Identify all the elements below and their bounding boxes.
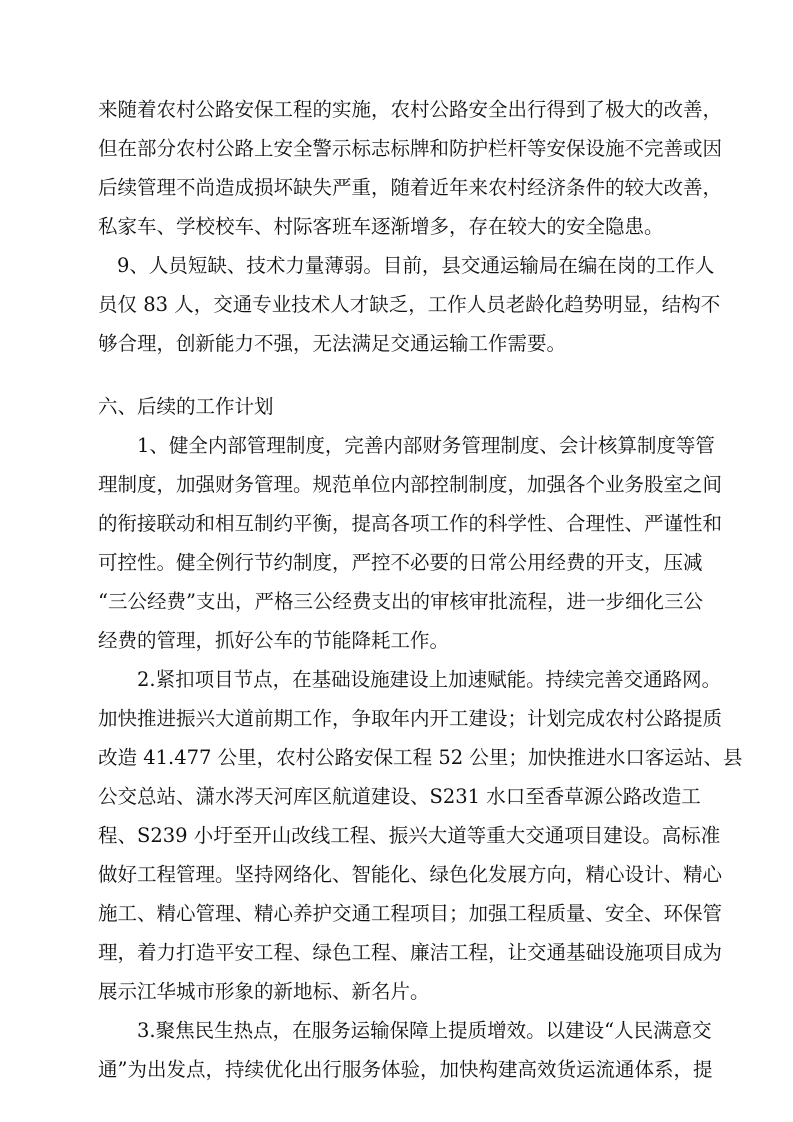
section-heading: 六、后续的工作计划 xyxy=(98,395,274,418)
paragraph-line: 私家车、学校校车、村际客班车逐渐增多，存在较大的安全隐患。 xyxy=(98,215,664,238)
paragraph-line: 员仅 83 人，交通专业技术人才缺乏，工作人员老龄化趋势明显，结构不 xyxy=(98,293,721,316)
paragraph-line: 后续管理不尚造成损坏缺失严重，随着近年来农村经济条件的较大改善， xyxy=(98,176,723,199)
paragraph-line: 改造 41.477 公里，农村公路安保工程 52 公里；加快推进水口客运站、县 xyxy=(98,746,743,769)
paragraph-line: 加快推进振兴大道前期工作，争取年内开工建设；计划完成农村公路提质 xyxy=(98,707,723,730)
paragraph-line: 程、S239 小圩至开山改线工程、振兴大道等重大交通项目建设。高标准 xyxy=(98,824,721,847)
paragraph-line: 经费的管理，抓好公车的节能降耗工作。 xyxy=(98,629,450,652)
paragraph-line: 展示江华城市形象的新地标、新名片。 xyxy=(98,980,430,1003)
paragraph-line: 3.聚焦民生热点，在服务运输保障上提质增效。以建设“人民满意交 xyxy=(137,1019,712,1042)
paragraph-line: 但在部分农村公路上安全警示标志标牌和防护栏杆等安保设施不完善或因 xyxy=(98,137,723,160)
paragraph-line: 施工、精心管理、精心养护交通工程项目；加强工程质量、安全、环保管 xyxy=(98,902,723,925)
paragraph-line: “三公经费”支出，严格三公经费支出的审核审批流程，进一步细化三公 xyxy=(98,590,703,613)
paragraph-line: 通”为出发点，持续优化出行服务体验，加快构建高效货运流通体系，提 xyxy=(98,1058,713,1081)
paragraph-line: 理制度，加强财务管理。规范单位内部控制制度，加强各个业务股室之间 xyxy=(98,473,723,496)
paragraph-line: 2.紧扣项目节点，在基础设施建设上加速赋能。持续完善交通路网。 xyxy=(137,668,722,691)
paragraph-line: 理，着力打造平安工程、绿色工程、廉洁工程，让交通基础设施项目成为 xyxy=(98,941,723,964)
paragraph-line: 做好工程管理。坚持网络化、智能化、绿色化发展方向，精心设计、精心 xyxy=(98,863,723,886)
paragraph-line: 来随着农村公路安保工程的实施，农村公路安全出行得到了极大的改善， xyxy=(98,98,723,121)
paragraph-line: 够合理，创新能力不强，无法满足交通运输工作需要。 xyxy=(98,332,567,355)
paragraph-line: 的衔接联动和相互制约平衡，提高各项工作的科学性、合理性、严谨性和 xyxy=(98,512,723,535)
paragraph-line: 可控性。健全例行节约制度，严控不必要的日常公用经费的开支，压减 xyxy=(98,551,703,574)
paragraph-line: 9、人员短缺、技术力量薄弱。目前，县交通运输局在编在岗的工作人 xyxy=(117,254,715,277)
paragraph-line: 1、健全内部管理制度，完善内部财务管理制度、会计核算制度等管 xyxy=(137,434,715,457)
paragraph-line: 公交总站、潇水涔天河库区航道建设、S231 水口至香草源公路改造工 xyxy=(98,785,701,808)
